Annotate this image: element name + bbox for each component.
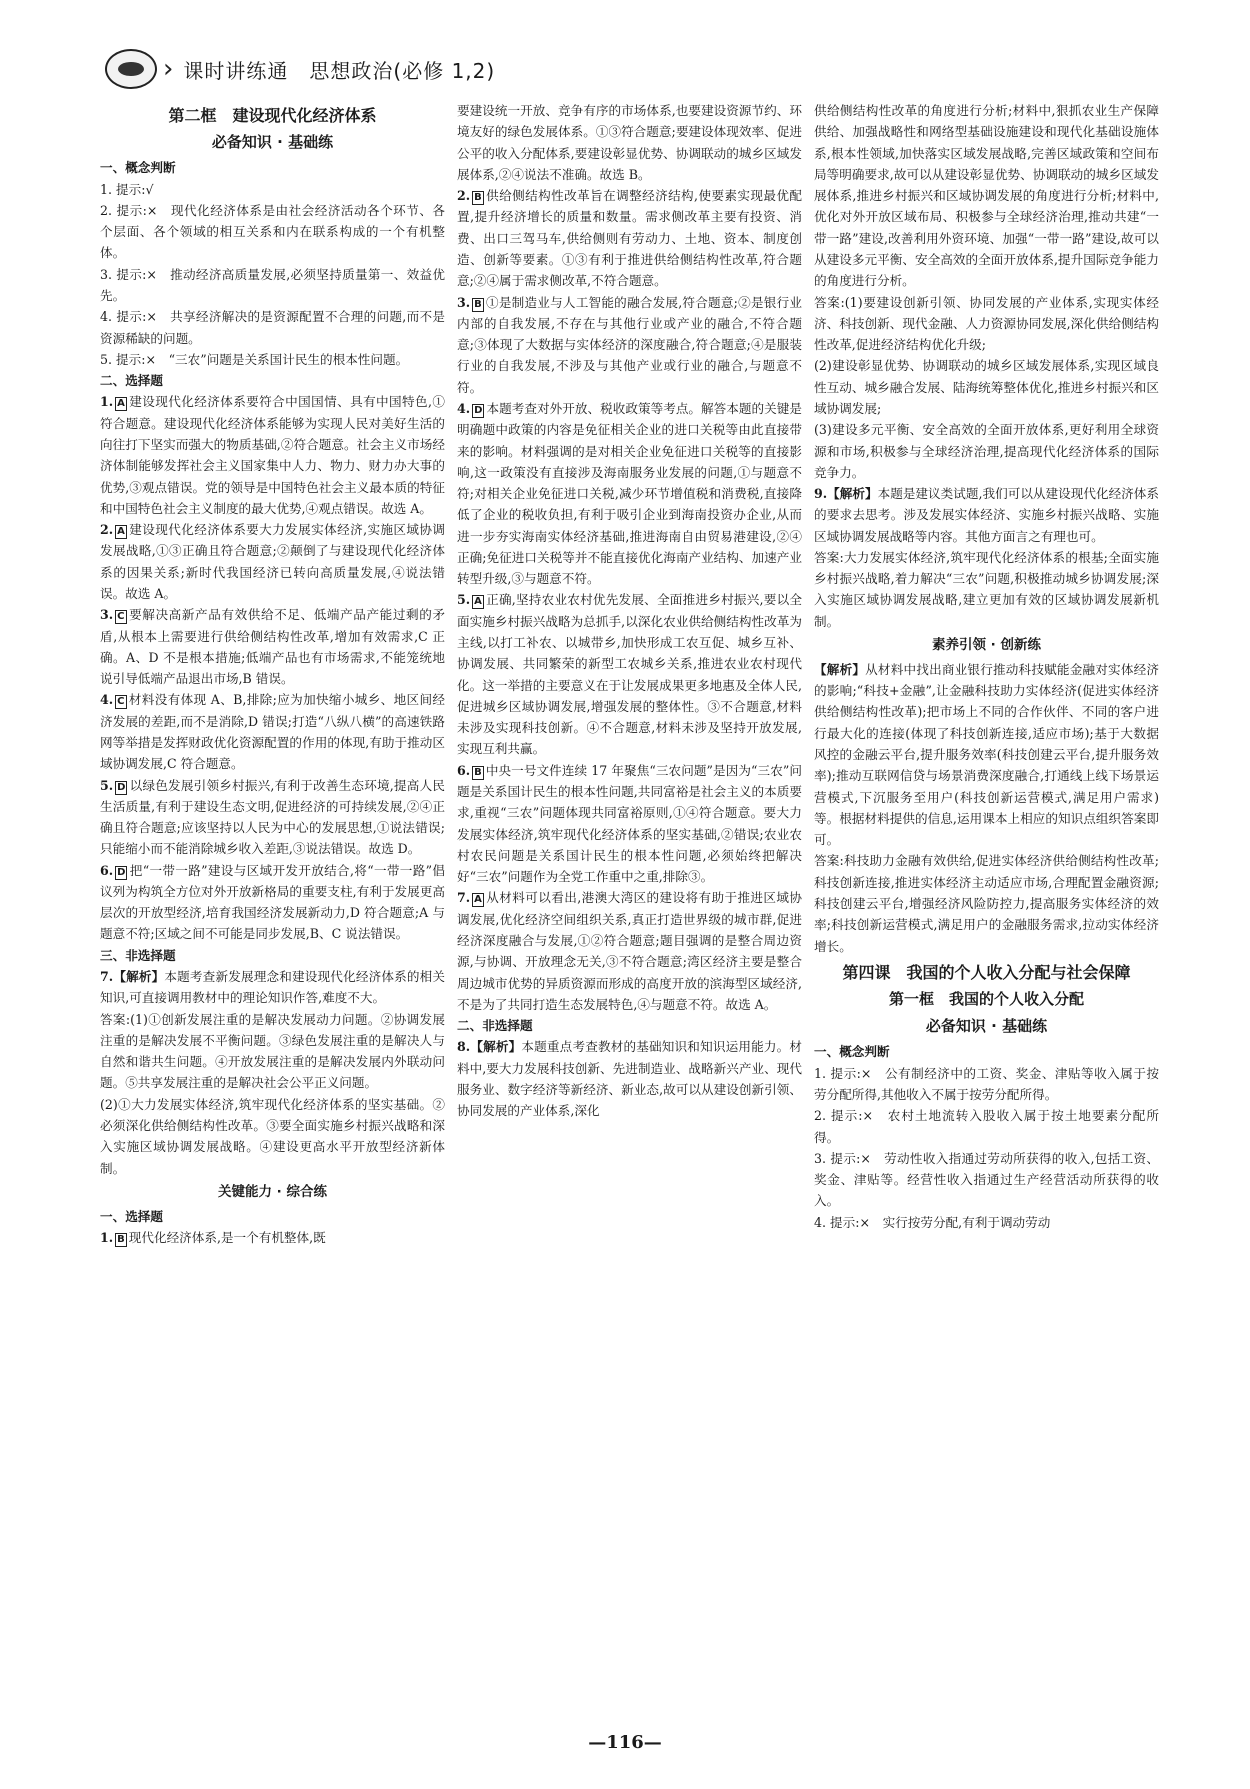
answer-tag: C — [117, 611, 125, 623]
answer-tag: D — [474, 404, 483, 416]
answer-item: 5. D 以绿色发展引领乡村振兴,有利于改善生态环境,提高人民生活质量,有利于建设生态文明,促进经济的可持续发展,②④正确且符合题意;应该坚持以人民为中心的发展思想,①说法错误;只能缩小而不能消除城乡收入差距,③说法错误。故选 D。 — [100, 777, 445, 857]
part-heading: 二、非选择题 — [457, 1018, 533, 1034]
answer-item: 【解析】从材料中找出商业银行推动科技赋能金融对实体经济的影响;“科技+金融”,让金融科技助力实体经济(促进实体经济供给侧结构性改革);把市场上不同的合作伙伴、不同的客户进行最大化的连接(体现了科技创新连接,适应市场);基于大数据风控的金融云平台,提升服务效率(科技创建云平台,提升服务效率);推动互联网信贷与场景消费深度融合,打通线上线下场景运营模式,下沉服务至用户(科技创新运营模式,满足用户需求)等。根据材料提供的信息,运用课本上相应的知识点组织答案即可。 — [814, 661, 1159, 848]
answer-item: 6. B 中央一号文件连续 17 年聚焦“三农问题”是因为“三农”问题是关系国计民生的根本性问题,共同富裕是社会主义的本质要求,重视“三农”问题体现共同富裕原则,①④符合题意。要大力发展实体经济,筑牢现代化经济体系的坚实基础,②错误;农业农村农民问题是关系国计民生的根本性问题,必须始终把解决好“三农”问题作为全党工作重中之重,排除③。 — [457, 762, 802, 885]
logo-icon — [105, 49, 157, 89]
column-2 — [457, 100, 802, 1700]
answer-tag: A — [117, 398, 125, 410]
answer-text: (2)建设彰显优势、协调联动的城乡区域发展体系,实现区域良性互动、城乡融合发展、陆海统筹整体优化,推进乡村振兴和区域协调发展; — [814, 358, 1159, 416]
part-heading: 三、非选择题 — [100, 947, 176, 963]
answer-tag: D — [117, 866, 126, 878]
answer-tag: A — [117, 526, 125, 538]
answer-text: 答案:科技助力金融有效供给,促进实体经济供给侧结构性改革;科技创新连接,推进实体经济主动适应市场,合理配置金融资源;科技创建云平台,增强经济风险防控力,提高服务实体经济的效率;科技创新运营模式,满足用户的金融服务需求,拉动实体经济增长。 — [814, 853, 1159, 954]
section-subtitle: 必备知识 · 基础练 — [925, 1017, 1048, 1036]
answer-item: 5. 提示:× “三农”问题是关系国计民生的根本性问题。 — [100, 351, 409, 367]
answer-tag: D — [117, 781, 126, 793]
answer-text: 答案:大力发展实体经济,筑牢现代化经济体系的根基;全面实施乡村振兴战略,着力解决“三农”问题,积极推动城乡协调发展;深入实施区域协调发展战略,建立更加有效的区域协调发展新机制。 — [814, 549, 1159, 629]
answer-item: 9.【解析】本题是建议类试题,我们可以从建设现代化经济体系的要求去思考。涉及发展实体经济、实施乡村振兴战略、实施区域协调发展战略等内容。其他方面言之有理也可。 — [814, 486, 1159, 544]
answer-item: 1. A 建设现代化经济体系要符合中国国情、具有中国特色,①符合题意。建设现代化经济体系能够为实现人民对美好生活的向往打下坚实而强大的物质基础,②符合题意。社会主义市场经济体制能够发挥社会主义国家集中人力、物力、财力办大事的优势,③观点错误。党的领导是中国特色社会主义最本质的特征和中国特色社会主义制度的最大优势,④观点错误。故选 A。 — [100, 394, 445, 516]
answer-text: 要建设统一开放、竞争有序的市场体系,也要建设资源节约、环境友好的绿色发展体系。①③符合题意;要建设体现效率、促进公平的收入分配体系,要建设彰显优势、协调联动的城乡区域发展体系,②④说法不准确。故选 B。 — [457, 103, 802, 182]
answer-tag: A — [474, 596, 482, 608]
answer-item: 4. C 材料没有体现 A、B,排除;应为加快缩小城乡、地区间经济发展的差距,而不是消除,D 错误;打造“八纵八横”的高速铁路网等举措是发挥财政优化资源配置的作用的体现,有助于推动区域协调发展,C 符合题意。 — [100, 692, 445, 772]
part-heading: 一、概念判断 — [100, 160, 176, 176]
section-title: 第二框 建设现代化经济体系 — [168, 106, 377, 125]
page-header — [105, 45, 495, 93]
answer-item: 3. 提示:× 劳动性收入指通过劳动所获得的收入,包括工资、奖金、津贴等。经营性收入指通过生产经营活动所获得的收入。 — [814, 1150, 1159, 1209]
answer-item: 1. 提示:√ — [100, 181, 154, 197]
answer-item: 2. 提示:× 农村土地流转入股收入属于按土地要素分配所得。 — [814, 1108, 1159, 1145]
section-subtitle: 素养引领 · 创新练 — [931, 637, 1042, 654]
answer-item: 5. A 正确,坚持农业农村优先发展、全面推进乡村振兴,要以全面实施乡村振兴战略为总抓手,以深化农业供给侧结构性改革为主线,以打工补农、以城带乡,加快形成工农互促、城乡互补、协调发展、共同繁荣的新型工农城乡关系,推进农业农村现代化。这一举措的主要意义在于让发展成果更多地惠及全体人民,促进城乡区域协调发展,增强发展的整体性。③不合题意,材料未涉及实现科技创新。④不合题意,材料未涉及坚持开放发展,实现互利共赢。 — [457, 592, 802, 757]
answer-item: 8.【解析】本题重点考查教材的基础知识和知识运用能力。材料中,要大力发展科技创新、先进制造业、战略新兴产业、现代服务业、数字经济等新经济、新业态,故可以从建设创新引领、协同发展的产业体系,深化 — [457, 1039, 802, 1119]
answer-item: 4. D 本题考查对外开放、税收政策等考点。解答本题的关键是明确题中政策的内容是免征相关企业的进口关税等由此直接带来的影响。材料强调的是对相关企业免征进口关税等的直接影响,这一政策没有直接涉及海南服务业发展的问题,①与题意不符;对相关企业免征进口关税,减少环节增值税和消费税,直接降低了企业的税收负担,有利于吸引企业到海南投资办企业,从而进一步夯实海南实体经济基础,推进海南自由贸易港建设,②④正确;免征进口关税等并不能直接优化海南产业结构、加速产业转型升级,③与题意不符。 — [457, 400, 802, 587]
answer-item: 1. B 现代化经济体系,是一个有机整体,既 — [100, 1229, 326, 1245]
section-subtitle: 必备知识 · 基础练 — [211, 133, 334, 151]
part-heading: 二、选择题 — [100, 373, 163, 389]
content-columns — [100, 100, 1160, 1700]
chevron-right-icon: › — [163, 54, 174, 84]
answer-tag: B — [474, 192, 482, 204]
answer-item: 2. 提示:× 现代化经济体系是由社会经济活动各个环节、各个层面、各个领域的相互关系和内在联系构成的一个有机整体。 — [100, 202, 445, 261]
part-heading: 一、概念判断 — [814, 1044, 890, 1060]
answer-text: 供给侧结构性改革的角度进行分析;材料中,狠抓农业生产保障供给、加强战略性和网络型基础设施建设和现代化基础设施体系,根本性领域,加快落实区域发展战略,完善区域政策和空间布局等明确要求,故可以从建设彰显优势、协调联动的城乡区域发展体系,推进乡村振兴和区域协调发展的角度进行分析;材料中,优化对外开放区域布局、积极参与全球经济治理,推动共建“一带一路”建设,改善利用外资环境、加强“一带一路”建设,故可以从建设多元平衡、安全高效的全面开放体系,提升国际竞争能力的角度进行分析。 — [814, 103, 1159, 289]
column-3 — [814, 100, 1159, 1700]
answer-text: (2)①大力发展实体经济,筑牢现代化经济体系的坚实基础。②必须深化供给侧结构性改革。③要全面实施乡村振兴战略和深入实施区域协调发展战略。④建设更高水平开放型经济新体制。 — [100, 1096, 445, 1176]
answer-item: 7.【解析】本题考查新发展理念和建设现代化经济体系的相关知识,可直接调用教材中的理论知识作答,难度不大。 — [100, 969, 445, 1006]
answer-text: 答案:(1)要建设创新引领、协同发展的产业体系,实现实体经济、科技创新、现代金融、人力资源协同发展,深化供给侧结构性改革,促进经济结构优化升级; — [814, 294, 1159, 353]
header-title: 课时讲练通 思想政治(必修 1,2) — [183, 58, 496, 83]
answer-item: 4. 提示:× 共享经济解决的是资源配置不合理的问题,而不是资源稀缺的问题。 — [100, 309, 445, 346]
answer-item: 3. 提示:× 推动经济高质量发展,必须坚持质量第一、效益优先。 — [100, 266, 445, 304]
page-number: —116— — [588, 1732, 662, 1753]
section-title: 第一框 我国的个人收入分配 — [888, 989, 1084, 1008]
lesson-title: 第四课 我国的个人收入分配与社会保障 — [842, 962, 1131, 982]
answer-item: 4. 提示:× 实行按劳分配,有利于调动劳动 — [814, 1214, 1051, 1230]
column-1 — [100, 100, 445, 1700]
answer-item: 1. 提示:× 公有制经济中的工资、奖金、津贴等收入属于按劳分配所得,其他收入不属于按劳分配所得。 — [814, 1065, 1159, 1103]
section-subtitle: 关键能力 · 综合练 — [217, 1183, 328, 1200]
answer-item: 2. A 建设现代化经济体系要大力发展实体经济,实施区域协调发展战略,①③正确且符合题意;②颠倒了与建设现代化经济体系的因果关系;新时代我国经济已转向高质量发展,④说法错误。故选 A。 — [100, 522, 445, 601]
answer-text: 答案:(1)①创新发展注重的是解决发展动力问题。②协调发展注重的是解决发展不平衡问题。③绿色发展注重的是解决人与自然和谐共生问题。④开放发展注重的是解决发展内外联动问题。⑤共享发展注重的是解决社会公平正义问题。 — [100, 1011, 445, 1091]
answer-item: 6. D 把“一带一路”建设与区域开发开放结合,将“一带一路”倡议列为构筑全方位对外开放新格局的重要支柱,有利于发展更高层次的开放型经济,培育我国经济发展新动力,D 符合题意;A 与题意不符;区域之间不可能是同步发展,B、C 说法错误。 — [100, 862, 445, 942]
answer-text: (3)建设多元平衡、安全高效的全面开放体系,更好利用全球资源和市场,积极参与全球经济治理,提高现代化经济体系的国际竞争力。 — [814, 422, 1159, 480]
answer-tag: B — [474, 298, 482, 310]
answer-tag: A — [474, 894, 482, 906]
answer-tag: B — [117, 1233, 125, 1245]
part-heading: 一、选择题 — [100, 1208, 163, 1224]
answer-item: 2. B 供给侧结构性改革旨在调整经济结构,使要素实现最优配置,提升经济增长的质量和数量。需求侧改革主要有投资、消费、出口三驾马车,供给侧则有劳动力、土地、资本、制度创造、创新等要素。①③有利于推进供给侧结构性改革,符合题意;②④属于需求侧改革,不符合题意。 — [457, 188, 802, 289]
answer-tag: B — [474, 766, 482, 778]
answer-item: 7. A 从材料可以看出,港澳大湾区的建设将有助于推进区域协调发展,优化经济空间组织关系,真正打造世界级的城市群,促进经济深度融合与发展,①②符合题意;题目强调的是整合周边资源,与协调、开放理念无关,③不符合题意;湾区经济主要是整合周边城市优势的异质资源而形成的高度开放的滨海型区域经济,不是为了共同打造生态发展特色,④与题意不符。故选 A。 — [457, 890, 802, 1012]
answer-item: 3. C 要解决高新产品有效供给不足、低端产品产能过剩的矛盾,从根本上需要进行供给侧结构性改革,增加有效需求,C 正确。A、D 不是根本措施;低端产品也有市场需求,不能笼统地说引导低端产品退出市场,B 错误。 — [100, 607, 445, 687]
answer-tag: C — [117, 696, 125, 708]
answer-item: 3. B ①是制造业与人工智能的融合发展,符合题意;②是银行业内部的自我发展,不存在与其他行业或产业的融合,不符合题意;③体现了大数据与实体经济的深度融合,符合题意;④是服装行业的自我发展,不涉及与其他产业或行业的融合,与题意不符。 — [457, 294, 802, 395]
